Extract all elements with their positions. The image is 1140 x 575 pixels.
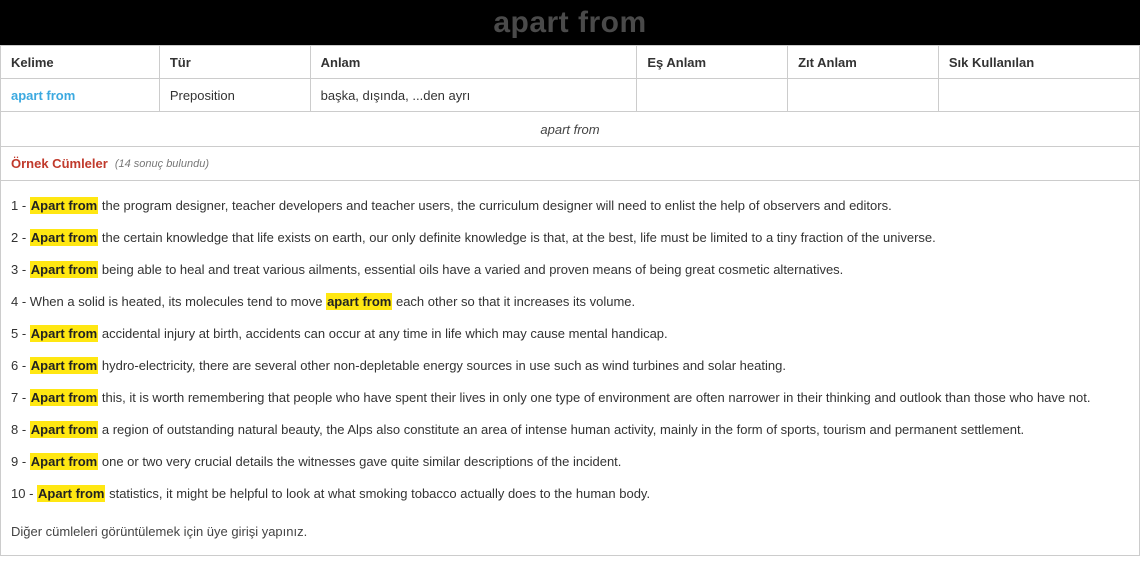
sentence-number: 3 -: [11, 262, 30, 277]
word-echo-row: [0, 112, 1140, 147]
sentence-post: being able to heal and treat various ailments, essential oils have a varied and proven means of being great cosmetic alternatives.: [98, 262, 844, 277]
sentence-number: 1 -: [11, 198, 30, 213]
column-header-kelime: Kelime: [1, 46, 160, 79]
column-header-tur: Tür: [159, 46, 310, 79]
table-header-row: [1, 46, 1140, 79]
sentence-post: hydro-electricity, there are several other non-depletable energy sources in use such as wind turbines and solar heating.: [98, 358, 786, 373]
page-title: apart from: [493, 5, 647, 39]
sentence-post: the program designer, teacher developers and teacher users, the curriculum designer will need to enlist the help of observers and editors.: [98, 198, 892, 213]
list-item: [11, 318, 1129, 350]
sentence-highlight: Apart from: [30, 198, 98, 213]
sentence-highlight: Apart from: [30, 358, 98, 373]
list-item: [11, 190, 1129, 222]
cell-anlam: başka, dışında, ...den ayrı: [310, 79, 637, 112]
list-item: [11, 222, 1129, 254]
sentence-highlight: Apart from: [30, 262, 98, 277]
list-item: [11, 254, 1129, 286]
word-table: [0, 45, 1140, 112]
list-item: [11, 350, 1129, 382]
sentence-number: 6 -: [11, 358, 30, 373]
column-header-zit-anlam: Zıt Anlam: [788, 46, 939, 79]
list-item: [11, 382, 1129, 414]
sentence-highlight: apart from: [327, 294, 392, 309]
sentence-post: accidental injury at birth, accidents can occur at any time in life which may cause mental handicap.: [98, 326, 668, 341]
word-link[interactable]: apart from: [11, 87, 76, 103]
sentence-number: 7 -: [11, 390, 30, 405]
sentence-pre: When a solid is heated, its molecules tend to move: [29, 294, 327, 309]
sentence-post: statistics, it might be helpful to look at what smoking tobacco actually does to the human body.: [105, 486, 651, 501]
membership-note: Diğer cümleleri görüntülemek için üye girişi yapınız.: [11, 524, 308, 539]
header-banner: [0, 0, 1140, 45]
column-header-sik-kullanilan: Sık Kullanılan: [938, 46, 1139, 79]
sentence-number: 4 -: [11, 294, 30, 309]
list-item: [11, 414, 1129, 446]
sentence-number: 10 -: [11, 486, 38, 501]
list-item: [11, 286, 1129, 318]
sentence-highlight: Apart from: [30, 454, 98, 469]
column-header-es-anlam: Eş Anlam: [637, 46, 788, 79]
sentence-list: [0, 181, 1140, 556]
sentence-number: 8 -: [11, 422, 30, 437]
sentence-post: a region of outstanding natural beauty, the Alps also constitute an area of intense human activity, mainly in the form of sports, tourism and permanent settlement.: [98, 422, 1025, 437]
column-header-anlam: Anlam: [310, 46, 637, 79]
examples-title: Örnek Cümleler: [11, 156, 108, 171]
list-item: [11, 446, 1129, 478]
cell-tur: Preposition: [159, 79, 310, 112]
sentence-highlight: Apart from: [30, 422, 98, 437]
sentence-highlight: Apart from: [38, 486, 105, 501]
cell-zit-anlam: [788, 79, 939, 112]
list-item: [11, 478, 1129, 510]
sentence-highlight: Apart from: [30, 326, 98, 341]
sentence-number: 2 -: [11, 230, 30, 245]
word-echo-text: apart from: [540, 121, 600, 137]
examples-count: (14 sonuç bulundu): [114, 157, 210, 170]
sentence-post: this, it is worth remembering that people who have spent their lives in only one type of environment are often narrower in their thinking and outlook than those who have not.: [98, 390, 1091, 405]
sentence-post: one or two very crucial details the witnesses gave quite similar descriptions of the incident.: [98, 454, 622, 469]
examples-header: [0, 147, 1140, 181]
table-row: [1, 79, 1140, 112]
sentence-post: the certain knowledge that life exists on earth, our only definite knowledge is that, at the best, life must be limited to a tiny fraction of the universe.: [98, 230, 936, 245]
sentence-number: 9 -: [11, 454, 30, 469]
sentence-highlight: Apart from: [30, 230, 98, 245]
sentence-post: each other so that it increases its volume.: [392, 294, 636, 309]
cell-kelime: [1, 79, 160, 112]
cell-es-anlam: [637, 79, 788, 112]
sentence-highlight: Apart from: [30, 390, 98, 405]
sentence-number: 5 -: [11, 326, 30, 341]
cell-sik-kullanilan: [938, 79, 1139, 112]
